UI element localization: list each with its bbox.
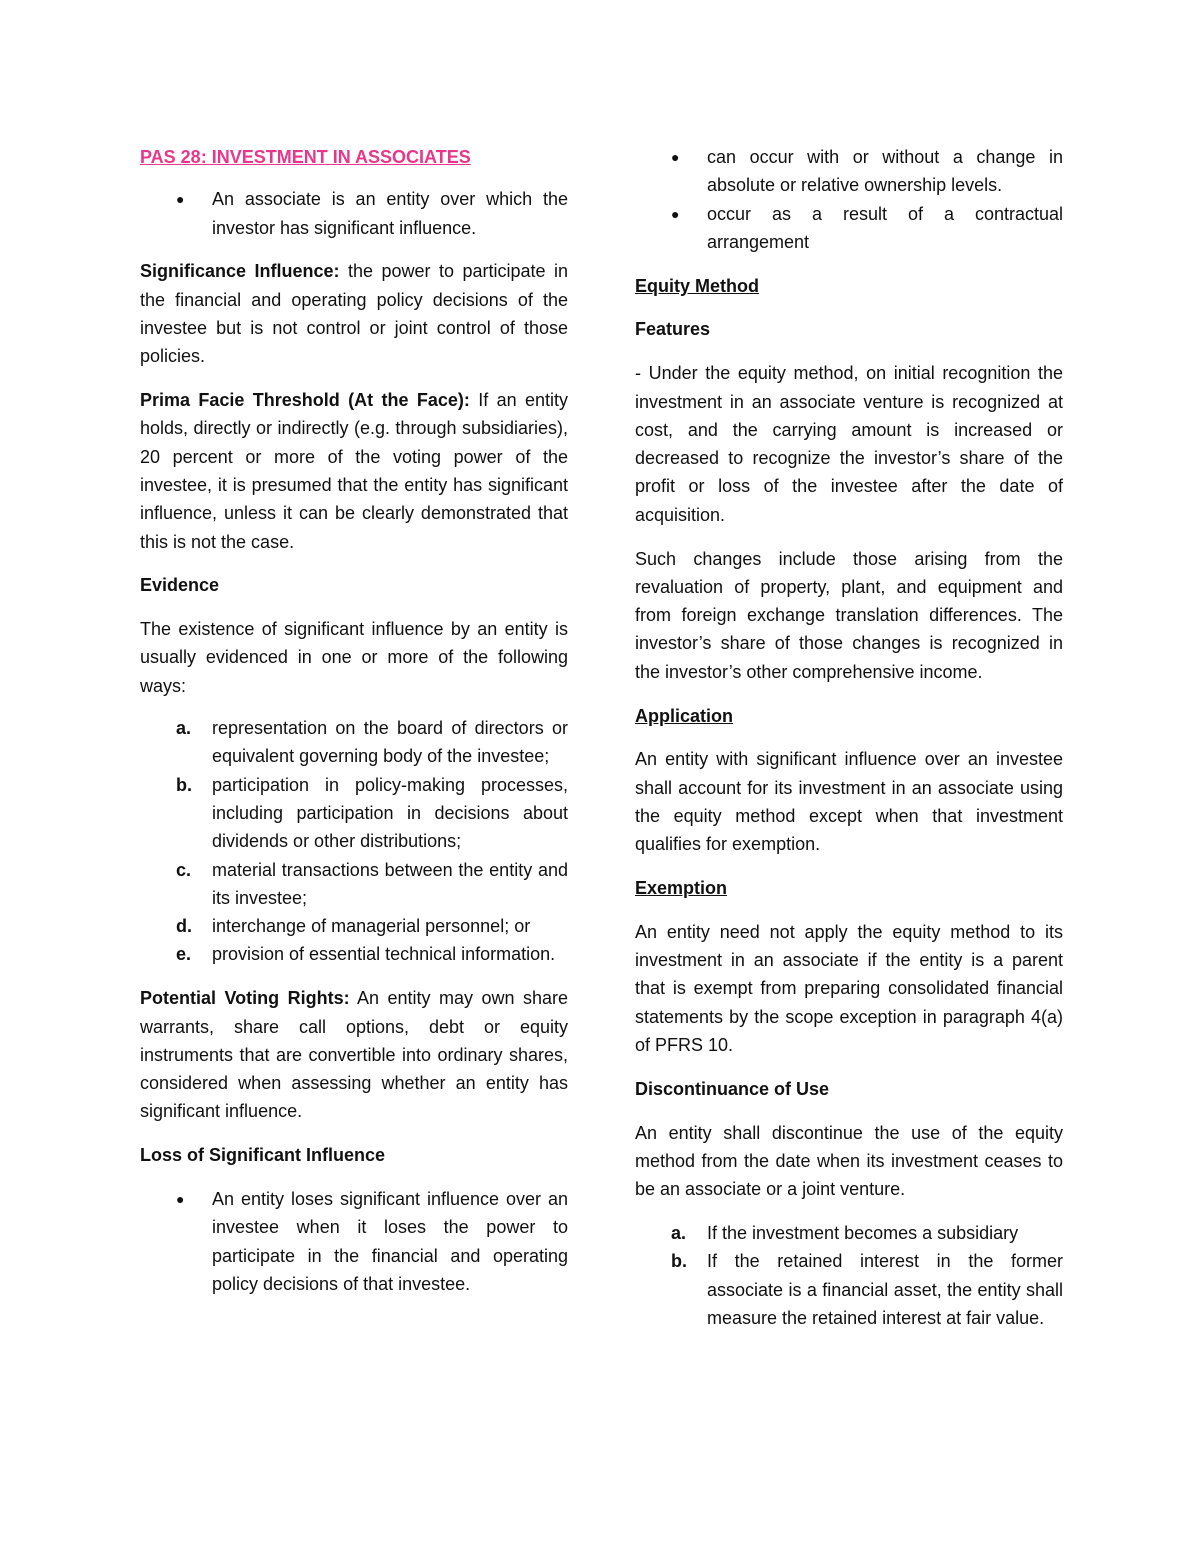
potential-voting-rights-paragraph <box>140 984 568 1125</box>
discontinuance-heading: Discontinuance of Use <box>635 1078 830 1099</box>
list-item <box>140 940 568 968</box>
evidence-paragraph: The existence of significant influence by an entity is usually evidenced in one or more of the following ways: <box>140 619 568 696</box>
list-text: provision of essential technical information. <box>212 944 556 965</box>
exemption-paragraph: An entity need not apply the equity method to its investment in an associate if the entity is a parent that is exempt from preparing consolidated financial statements by the scope exception in paragraph 4(a) of PFRS 10. <box>635 921 1063 1056</box>
term-label: Potential Voting Rights: <box>140 988 350 1009</box>
list-marker: c. <box>176 859 192 880</box>
term-definition: If an entity holds, directly or indirectly (e.g. through subsidiaries), 20 percent or more of the voting power of the investee, it is presumed that the entity has significant influence, unless it can be clearly demonstrated that this is not the case. <box>140 390 568 552</box>
term-label: Significance Influence: <box>140 261 340 282</box>
left-column <box>140 143 568 1314</box>
evidence-heading: Evidence <box>140 575 220 596</box>
list-text: If the investment becomes a subsidiary <box>707 1223 1019 1243</box>
document-title: PAS 28: INVESTMENT IN ASSOCIATES <box>140 147 471 167</box>
intro-bullet-list <box>140 185 568 242</box>
features-paragraph-2: Such changes include those arising from the revaluation of property, plant, and equipment and from foreign exchange translation differences. The investor’s share of those changes is recognized in the investor’s other comprehensive income. <box>635 548 1063 682</box>
loss-of-influence-heading: Loss of Significant Influence <box>140 1145 386 1166</box>
term-label: Prima Facie Threshold (At the Face): <box>140 390 470 411</box>
list-item <box>140 714 568 771</box>
discontinuance-list <box>635 1219 1063 1332</box>
list-marker: d. <box>176 916 192 937</box>
list-item: ● An associate is an entity over which the investor has significant influence. <box>140 185 568 242</box>
list-marker: b. <box>176 774 192 795</box>
list-marker: e. <box>176 944 192 965</box>
exemption-heading: Exemption <box>635 878 728 899</box>
loss-bullet-list-continued <box>635 143 1063 256</box>
term-definition: An entity may own share warrants, share call options, debt or equity instruments that are convertible into ordinary shares, considered when assessing whether an entity has significant influence. <box>140 988 568 1122</box>
list-text: interchange of managerial personnel; or <box>212 916 531 937</box>
application-heading: Application <box>635 705 733 726</box>
features-heading: Features <box>635 319 711 340</box>
list-item <box>635 1247 1063 1332</box>
list-item <box>635 1219 1063 1247</box>
list-item <box>140 856 568 913</box>
application-paragraph: An entity with significant influence over an investee shall account for its investment in an associate using the equity method except when that investment qualifies for exemption. <box>635 749 1063 855</box>
loss-bullet-list <box>140 1185 568 1298</box>
discontinuance-paragraph: An entity shall discontinue the use of the equity method from the date when its investment ceases to be an associate or a joint venture. <box>635 1122 1063 1200</box>
list-text: participation in policy-making processes, including participation in decisions about dividends or other distributions; <box>212 774 568 852</box>
right-column <box>635 143 1063 1348</box>
list-item <box>140 912 568 940</box>
list-item: ● An entity loses significant influence over an investee when it loses the power to participate in the financial and operating policy decisions of that investee. <box>140 1185 568 1298</box>
list-marker: b. <box>671 1251 687 1272</box>
list-text: If the retained interest in the former associate is a financial asset, the entity shall measure the retained interest at fair value. <box>707 1251 1063 1328</box>
term-definition: the power to participate in the financial and operating policy decisions of the investee but is not control or joint control of those policies. <box>140 261 568 367</box>
features-paragraph-1: - Under the equity method, on initial recognition the investment in an associate venture is recognized at cost, and the carrying amount is increased or decreased to recognize the investor’s share of the profit or loss of the investee after the date of acquisition. <box>635 363 1063 525</box>
list-marker: a. <box>176 718 192 739</box>
list-text: representation on the board of directors or equivalent governing body of the investee; <box>212 718 568 767</box>
list-text: material transactions between the entity and its investee; <box>212 859 568 908</box>
list-item <box>140 771 568 856</box>
list-item: ● can occur with or without a change in absolute or relative ownership levels. <box>635 143 1063 200</box>
prima-facie-paragraph <box>140 386 568 556</box>
equity-method-heading: Equity Method <box>635 275 759 296</box>
list-item: ● occur as a result of a contractual arrangement <box>635 200 1063 257</box>
list-marker: a. <box>671 1223 687 1243</box>
evidence-list <box>140 714 568 969</box>
significance-influence-paragraph <box>140 257 568 370</box>
